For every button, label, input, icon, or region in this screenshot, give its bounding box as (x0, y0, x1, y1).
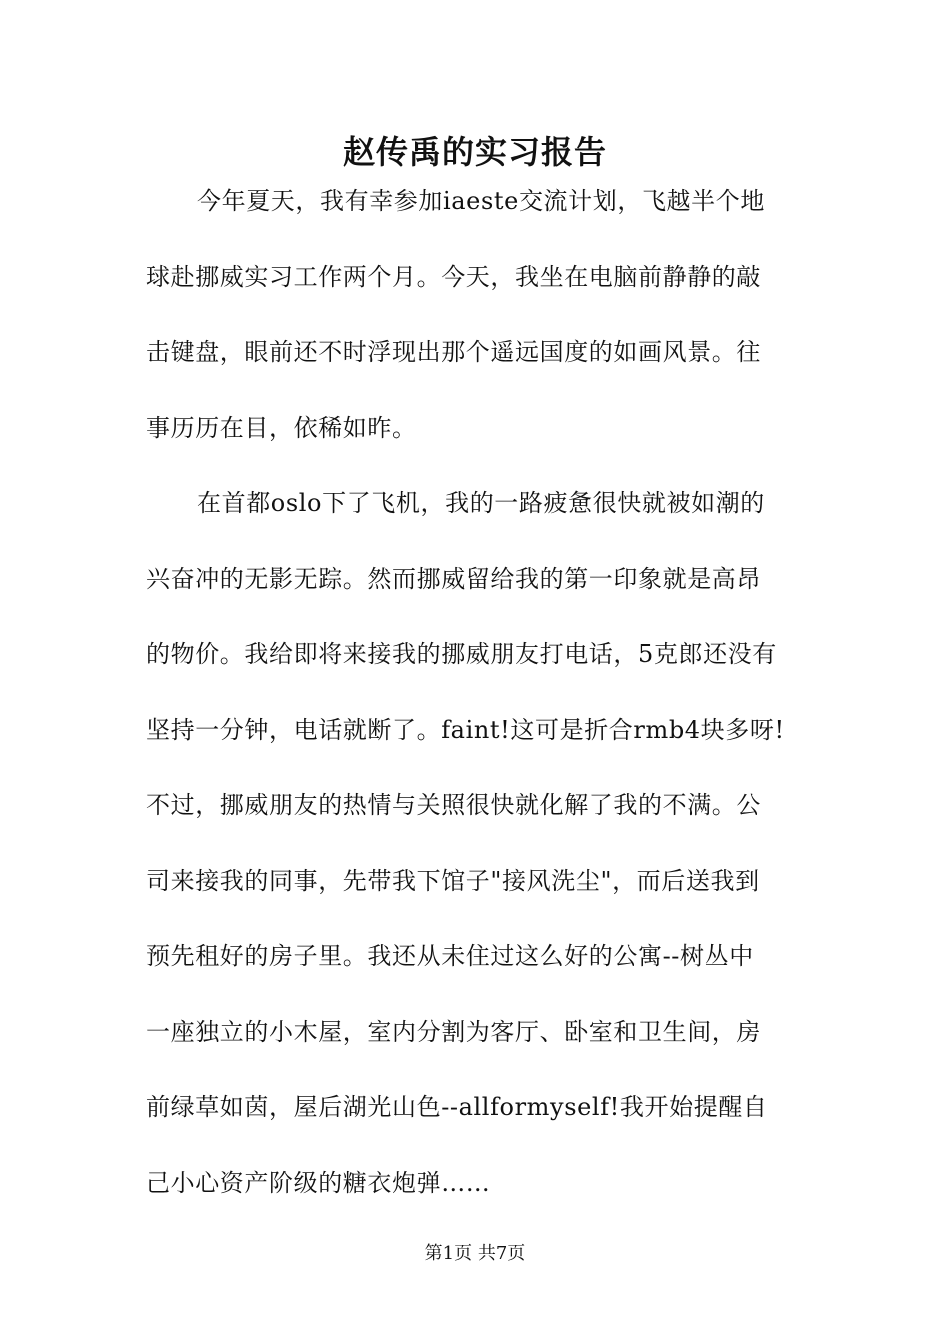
paragraph-line: 在首都oslo下了飞机，我的一路疲惫很快就被如潮的 (197, 489, 765, 517)
paragraph-line: 一座独立的小木屋，室内分割为客厅、卧室和卫生间，房 (146, 1017, 761, 1046)
paragraph-line: 今年夏天，我有幸参加iaeste交流计划，飞越半个地 (197, 187, 765, 215)
paragraph-line: 前绿草如茵，屋后湖光山色--allformyself!我开始提醒自 (146, 1093, 768, 1121)
paragraph-line: 球赴挪威实习工作两个月。今天，我坐在电脑前静静的敲 (146, 262, 761, 291)
page-footer: 第1页 共7页 (424, 1243, 526, 1264)
paragraph-line: 事历历在目，依稀如昨。 (146, 413, 417, 442)
paragraph-line: 司来接我的同事，先带我下馆子"接风洗尘"，而后送我到 (146, 866, 760, 895)
paragraph-line: 击键盘，眼前还不时浮现出那个遥远国度的如画风景。往 (146, 338, 761, 366)
paragraph-line: 预先租好的房子里。我还从未住过这么好的公寓--树丛中 (146, 942, 754, 970)
paragraph-line: 兴奋冲的无影无踪。然而挪威留给我的第一印象就是高昂 (146, 564, 761, 593)
paragraph-line: 己小心资产阶级的糖衣炮弹…… (146, 1168, 491, 1197)
document-body (146, 178, 806, 1235)
paragraph-line: 坚持一分钟，电话就断了。faint!这可是折合rmb4块多呀! (146, 715, 785, 744)
document-title: 赵传禹的实习报告 (342, 133, 607, 171)
paragraph-line: 不过，挪威朋友的热情与关照很快就化解了我的不满。公 (146, 791, 761, 819)
paragraph-line: 的物价。我给即将来接我的挪威朋友打电话，5克郎还没有 (146, 640, 777, 668)
